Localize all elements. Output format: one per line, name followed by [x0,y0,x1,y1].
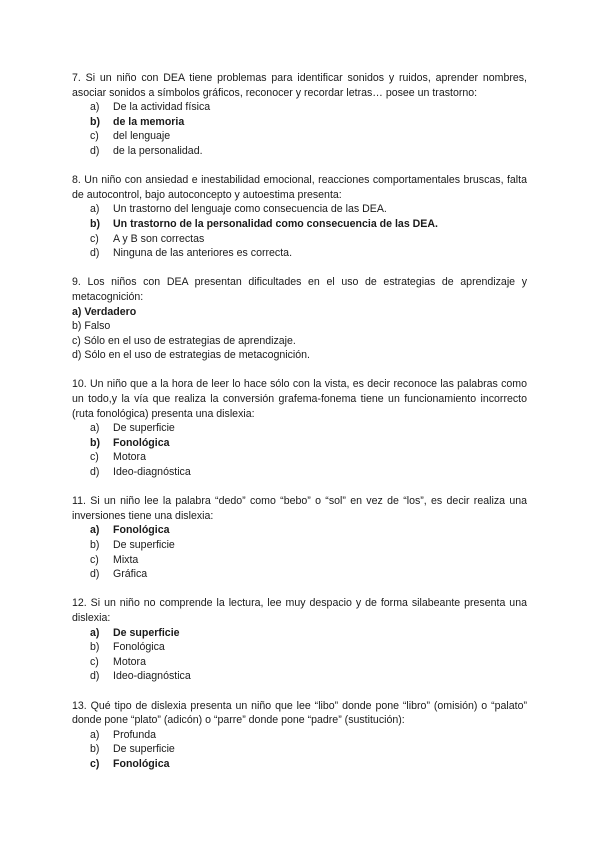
question-stem: 13. Qué tipo de dislexia presenta un niño que lee “libo” donde pone “libro” (omisión) o “palato” donde pone “plato” (adicón) o “parre” donde pone “padre” (sustitución): [72,699,527,727]
answer-options [72,728,527,772]
option-letter: a) [72,305,82,318]
question-9 [72,275,527,363]
answer-option [72,553,527,568]
option-text: Un trastorno de la personalidad como consecuencia de las DEA. [113,217,438,230]
option-text: Motora [113,655,146,668]
answer-option [72,319,527,334]
answer-option [72,246,527,261]
answer-option [72,348,527,363]
option-text: De superficie [113,743,175,756]
option-letter: a) [90,728,100,741]
answer-option [72,669,527,684]
option-text: Gráfica [113,568,148,581]
answer-option [72,100,527,115]
option-text: De la actividad física [113,101,211,114]
option-text: De superficie [113,422,175,435]
question-8 [72,173,527,261]
answer-option [72,202,527,217]
question-12 [72,596,527,684]
option-letter: a) [90,422,100,435]
answer-options [72,626,527,684]
question-stem: 8. Un niño con ansiedad e inestabilidad emocional, reacciones comportamentales bruscas, falta de autocontrol, bajo autoconcepto y autoestima presenta: [72,174,527,201]
answer-option [72,567,527,582]
option-text: Sólo en el uso de estrategias de aprendizaje. [83,334,296,347]
answer-option [72,450,527,465]
answer-option-correct [72,115,527,130]
option-text: Ninguna de las anteriores es correcta. [113,247,293,260]
option-letter: b) [90,743,100,756]
answer-option-correct [72,523,527,538]
option-text: Falso [84,320,111,333]
answer-option-correct [72,757,527,772]
answer-options [72,421,527,479]
option-text: Ideo-diagnóstica [113,670,191,683]
option-letter: b) [90,217,100,230]
question-stem: 11. Si un niño lee la palabra “dedo” como “bebo” o “sol” en vez de “los”, es decir realiza una inversiones tiene una dislexia: [72,495,527,522]
option-text: Verdadero [84,305,137,318]
option-letter: d) [90,144,100,157]
option-letter: b) [90,436,100,449]
answer-option [72,144,527,159]
option-letter: d) [90,247,100,260]
question-stem: 9. Los niños con DEA presentan dificultades en el uso de estrategias de aprendizaje y metacognición: [72,276,527,303]
option-text: A y B son correctas [113,232,205,245]
question-stem: 7. Si un niño con DEA tiene problemas para identificar sonidos y ruidos, aprender nombres, asociar sonidos a símbolos gráficos, reconocer y recordar letras… posee un trastorno: [72,72,527,99]
option-letter: a) [90,524,100,537]
option-letter: c) [90,232,99,245]
option-letter: a) [90,101,100,114]
option-letter: b) [72,320,82,333]
answer-options [72,202,527,260]
answer-option [72,232,527,247]
answer-option [72,129,527,144]
question-13 [72,699,527,772]
option-text: del lenguaje [113,130,171,143]
option-text: Profunda [113,728,156,741]
option-letter: c) [90,451,99,464]
option-text: Fonológica [113,641,165,654]
answer-option-correct [72,217,527,232]
question-7 [72,71,527,159]
answer-option-correct [72,436,527,451]
answer-option-correct [72,305,527,320]
question-list [72,71,527,786]
option-text: Fonológica [113,524,170,537]
option-letter: a) [90,203,100,216]
option-text: Fonológica [113,757,170,770]
answer-option [72,465,527,480]
option-text: Un trastorno del lenguaje como consecuencia de las DEA. [113,203,387,216]
option-letter: d) [90,670,100,683]
option-letter: b) [90,539,100,551]
answer-option [72,742,527,757]
answer-option [72,728,527,743]
option-letter: c) [72,334,81,347]
option-text: Sólo en el uso de estrategias de metacognición. [84,349,310,362]
answer-option [72,538,527,553]
answer-options [72,305,527,363]
option-text: Mixta [113,553,139,566]
answer-option [72,655,527,670]
answer-option [72,421,527,436]
option-letter: d) [90,568,100,581]
answer-option [72,640,527,655]
answer-option [72,334,527,349]
option-text: Fonológica [113,436,170,449]
option-text: Motora [113,451,146,464]
question-10 [72,377,527,479]
answer-options [72,100,527,158]
option-letter: c) [90,553,99,566]
option-letter: a) [90,626,100,639]
option-letter: c) [90,130,99,143]
option-text: de la memoria [113,115,185,128]
option-letter: c) [90,757,100,770]
question-11 [72,494,527,582]
option-text: Ideo-diagnóstica [113,466,191,479]
option-text: De superficie [113,626,180,639]
question-stem: 12. Si un niño no comprende la lectura, lee muy despacio y de forma silabeante presenta una dislexia: [72,597,527,624]
answer-options [72,523,527,581]
option-letter: b) [90,115,100,128]
option-letter: d) [72,349,82,362]
option-letter: b) [90,641,100,654]
answer-option-correct [72,626,527,641]
option-letter: c) [90,655,99,668]
option-text: De superficie [113,539,175,551]
option-letter: d) [90,466,100,479]
question-stem: 10. Un niño que a la hora de leer lo hace sólo con la vista, es decir reconoce las palabras como un todo,y la vía que realiza la conversión grafema-fonema tiene un funcionamiento incorrecto (ruta fonológica) presenta una dislexia: [72,378,527,420]
option-text: de la personalidad. [113,144,203,157]
